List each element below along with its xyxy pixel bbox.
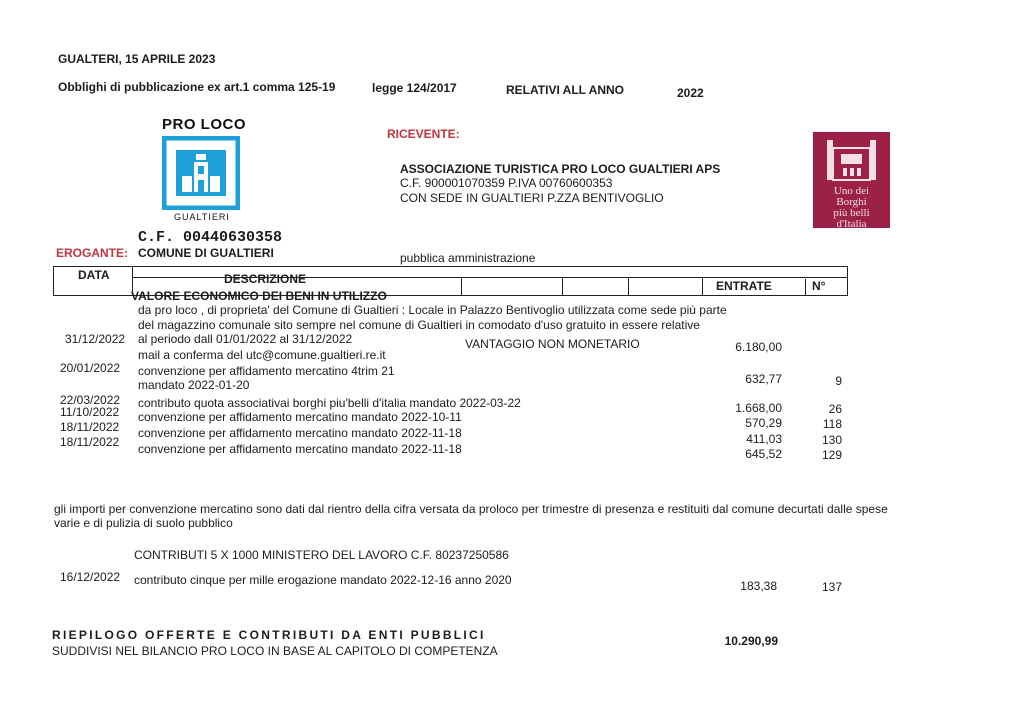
proloco-logo-title: PRO LOCO [162,116,247,133]
borghi-text-line: Uno dei [833,185,870,197]
note-text-line: gli importi per convenzione mercatino sono dati dal rientro della cifra versata da proloco per trimestre di presenza e restituiti dal comune decurtati dalle spese [54,502,888,516]
erogante-label: EROGANTE: [56,246,128,260]
row-desc: convenzione per affidamento mercatino mandato 2022-11-18 [138,426,462,440]
row-n: 130 [821,433,842,447]
row-amount: 570,29 [745,416,782,430]
borghi-badge [813,132,890,228]
erogante-name: COMUNE DI GUALTIERI [138,246,274,260]
note-text-line: varie e di pulizia di suolo pubblico [54,516,233,530]
col-n: N° [812,279,826,293]
row-amount: 645,52 [745,447,782,461]
castle-icon [823,138,880,182]
section-beni-amount: 6.180,00 [735,340,782,354]
ricevente-name: ASSOCIAZIONE TURISTICA PRO LOCO GUALTIERI APS [400,162,721,176]
row-n: 137 [821,580,842,594]
proloco-cf: C.F. 00440630358 [138,229,283,246]
row-n: 9 [835,374,842,388]
castle-tower-logo-icon [162,136,240,210]
ricevente-sede: CON SEDE IN GUALTIERI P.ZZA BENTIVOGLIO [400,191,664,205]
section-beni-date: 31/12/2022 [65,332,126,346]
contributi-title: CONTRIBUTI 5 X 1000 MINISTERO DEL LAVORO C.F. 80237250586 [134,548,509,562]
col-data: DATA [78,268,110,282]
riepilogo-title: RIEPILOGO OFFERTE E CONTRIBUTI DA ENTI PUBBLICI [52,628,486,642]
row-amount: 411,03 [746,432,782,446]
row-date: 11/10/2022 [60,405,120,419]
section-beni-desc-line: mail a conferma del utc@comune.gualtieri.re.it [138,348,386,362]
borghi-text [813,186,890,230]
section-beni-desc-line: da pro loco , di proprieta' del Comune di Gualtieri : Locale in Palazzo Bentivoglio utilizzata come sede più parte [138,303,727,317]
anno-value: 2022 [677,86,704,100]
proloco-logo-subtitle: GUALTIERI [174,212,230,222]
row-n: 129 [821,448,842,462]
riepilogo-subtitle: SUDDIVISI NEL BILANCIO PRO LOCO IN BASE AL CAPITOLO DI COMPETENZA [52,644,498,658]
row-date: 20/01/2022 [60,361,121,375]
vantaggio-label: VANTAGGIO NON MONETARIO [465,337,640,351]
row-date: 18/11/2022 [60,420,120,434]
borghi-text-line: d'Italia [836,218,867,230]
row-date: 22/03/2022 [60,393,121,407]
row-desc: contributo quota associativai borghi piu'belli d'italia mandato 2022-03-22 [138,396,521,410]
section-beni-desc-line: al periodo dall 01/01/2022 al 31/12/2022 [138,332,353,346]
document-date: GUALTERI, 15 APRILE 2023 [58,52,216,66]
erogante-type: pubblica amministrazione [400,251,536,265]
legge-text: legge 124/2017 [372,81,457,95]
row-n: 26 [828,402,842,416]
col-descrizione: DESCRIZIONE [224,272,307,286]
row-date: 18/11/2022 [60,435,120,449]
relativi-text: RELATIVI ALL ANNO [506,83,624,97]
row-desc: convenzione per affidamento mercatino mandato 2022-11-18 [138,442,462,456]
riepilogo-total: 10.290,99 [724,634,778,648]
proloco-logo [160,116,246,226]
section-beni-title: VALORE ECONOMICO DEI BENI IN UTILIZZO [131,289,387,303]
section-beni-desc-line: del magazzino comunale sito sempre nel comune di Gualtieri in comodato d'uso gratuito in essere relative [138,318,700,332]
row-amount: 1.668,00 [735,401,782,415]
row-desc: mandato 2022-01-20 [138,378,250,392]
row-desc: convenzione per affidamento mercatino 4trim 21 [138,364,395,378]
col-entrate: ENTRATE [716,279,772,293]
row-date: 16/12/2022 [60,570,121,584]
ricevente-cf-piva: C.F. 900001070359 P.IVA 00760600353 [400,176,613,190]
obblighi-text: Obblighi di pubblicazione ex art.1 comma 125-19 [58,80,336,94]
borghi-text-line: Borghi [836,196,867,208]
row-amount: 183,38 [740,579,777,593]
row-n: 118 [822,417,842,431]
ricevente-label: RICEVENTE: [387,127,460,141]
row-desc: convenzione per affidamento mercatino mandato 2022-10-11 [138,410,462,424]
row-desc: contributo cinque per mille erogazione mandato 2022-12-16 anno 2020 [134,573,512,587]
borghi-text-line: più belli [833,207,870,219]
row-amount: 632,77 [745,372,782,386]
